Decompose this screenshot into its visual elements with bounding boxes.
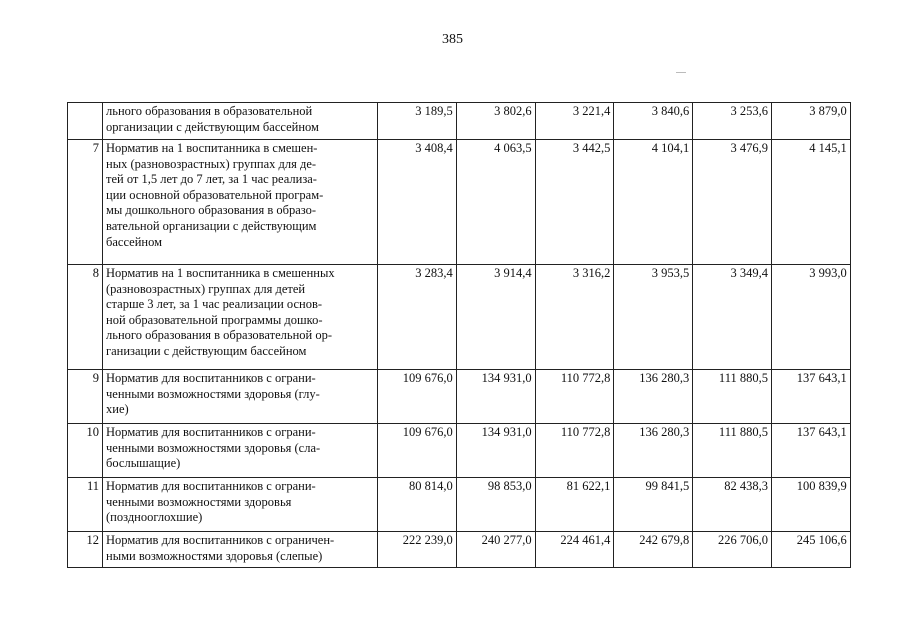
norm-value: 3 914,4 <box>456 265 535 370</box>
norm-value: 3 442,5 <box>535 140 614 265</box>
row-number: 7 <box>68 140 103 265</box>
norm-value: 82 438,3 <box>693 478 772 532</box>
row-number: 10 <box>68 424 103 478</box>
norm-value: 137 643,1 <box>771 424 850 478</box>
norm-value: 240 277,0 <box>456 532 535 568</box>
norm-value: 3 993,0 <box>771 265 850 370</box>
row-number: 9 <box>68 370 103 424</box>
table-row <box>68 424 851 478</box>
norm-value: 134 931,0 <box>456 424 535 478</box>
table-row <box>68 370 851 424</box>
scan-mark <box>676 72 686 73</box>
norm-value: 111 880,5 <box>693 424 772 478</box>
table-row <box>68 103 851 140</box>
norm-value: 136 280,3 <box>614 424 693 478</box>
norm-value: 110 772,8 <box>535 424 614 478</box>
norm-value: 98 853,0 <box>456 478 535 532</box>
table-row <box>68 532 851 568</box>
table-row <box>68 265 851 370</box>
norm-description: Норматив для воспитанников с ограни- ченными возможностями здоровья (сла- бослышащие) <box>103 424 378 478</box>
norm-value: 3 189,5 <box>378 103 457 140</box>
norm-value: 245 106,6 <box>771 532 850 568</box>
norm-value: 136 280,3 <box>614 370 693 424</box>
norm-value: 3 253,6 <box>693 103 772 140</box>
norm-value: 3 879,0 <box>771 103 850 140</box>
norm-value: 111 880,5 <box>693 370 772 424</box>
norm-description: Норматив для воспитанников с ограни- ченными возможностями здоровья (позднооглохшие) <box>103 478 378 532</box>
norm-value: 3 283,4 <box>378 265 457 370</box>
norm-value: 4 104,1 <box>614 140 693 265</box>
norm-value: 3 476,9 <box>693 140 772 265</box>
table-row <box>68 140 851 265</box>
norm-value: 3 953,5 <box>614 265 693 370</box>
norm-value: 226 706,0 <box>693 532 772 568</box>
norm-value: 3 349,4 <box>693 265 772 370</box>
norm-value: 3 221,4 <box>535 103 614 140</box>
norm-value: 100 839,9 <box>771 478 850 532</box>
norm-value: 4 145,1 <box>771 140 850 265</box>
norm-value: 109 676,0 <box>378 370 457 424</box>
norm-value: 81 622,1 <box>535 478 614 532</box>
row-number: 12 <box>68 532 103 568</box>
norms-table <box>67 102 851 568</box>
norm-value: 110 772,8 <box>535 370 614 424</box>
norm-value: 134 931,0 <box>456 370 535 424</box>
row-number: 8 <box>68 265 103 370</box>
norm-value: 3 802,6 <box>456 103 535 140</box>
norm-description: Норматив на 1 воспитанника в смешен- ных (разновозрастных) группах для де- тей от 1,5 лет до 7 лет, за 1 час реализа- ции основной образовательной програм- мы дошкольного образования в образо- вательной организации с действующим бассейном <box>103 140 378 265</box>
norm-value: 242 679,8 <box>614 532 693 568</box>
norm-value: 3 408,4 <box>378 140 457 265</box>
norms-table-body <box>68 103 851 568</box>
norm-value: 137 643,1 <box>771 370 850 424</box>
norm-value: 80 814,0 <box>378 478 457 532</box>
norm-value: 224 461,4 <box>535 532 614 568</box>
norm-description: льного образования в образовательной организации с действующим бассейном <box>103 103 378 140</box>
norm-value: 3 840,6 <box>614 103 693 140</box>
row-number: 11 <box>68 478 103 532</box>
norm-description: Норматив для воспитанников с ограничен- ными возможностями здоровья (слепые) <box>103 532 378 568</box>
norm-value: 109 676,0 <box>378 424 457 478</box>
norm-description: Норматив для воспитанников с ограни- ченными возможностями здоровья (глу- хие) <box>103 370 378 424</box>
table-row <box>68 478 851 532</box>
norm-value: 3 316,2 <box>535 265 614 370</box>
norm-value: 4 063,5 <box>456 140 535 265</box>
norm-value: 222 239,0 <box>378 532 457 568</box>
norm-value: 99 841,5 <box>614 478 693 532</box>
norm-description: Норматив на 1 воспитанника в смешенных (разновозрастных) группах для детей старше 3 лет, за 1 час реализации основ- ной образовательной программы дошко- льного образования в образовательной ор- ганизации с действующим бассейном <box>103 265 378 370</box>
page-number: 385 <box>442 32 463 47</box>
row-number <box>68 103 103 140</box>
